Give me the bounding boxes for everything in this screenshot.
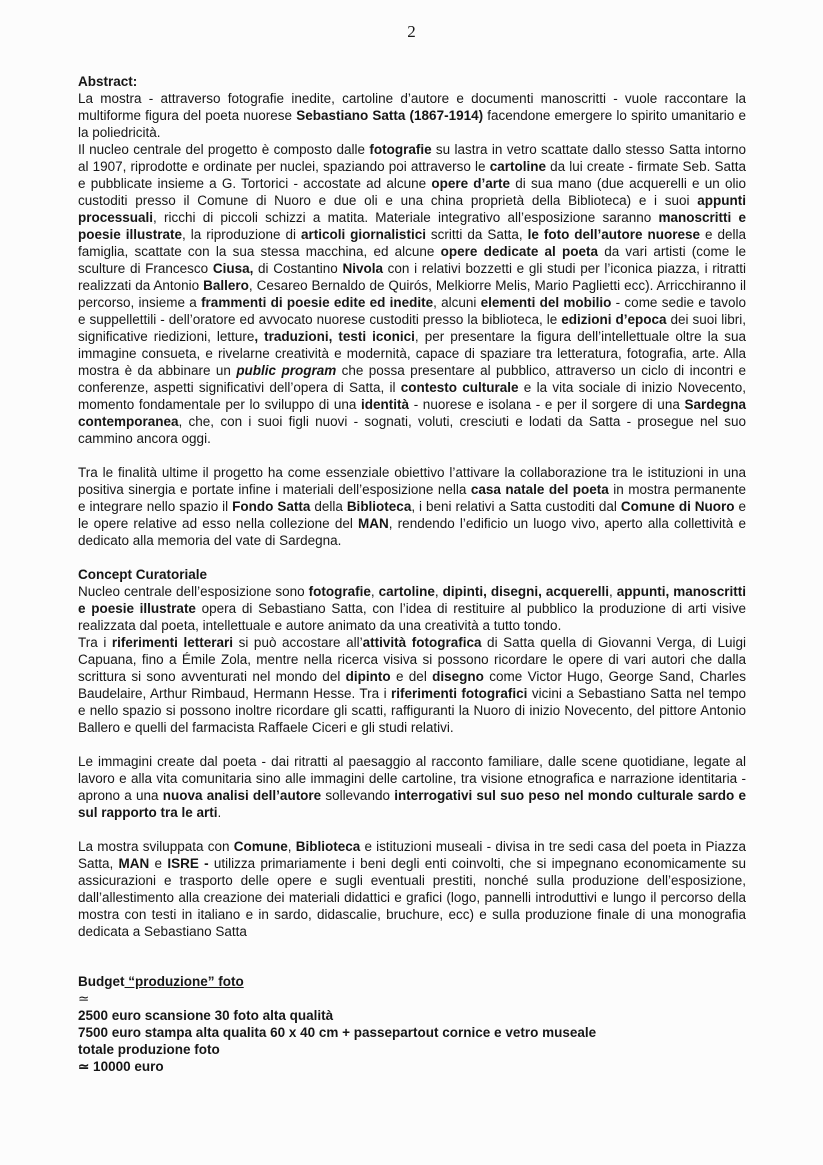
text-segment: e — [149, 856, 168, 871]
text-segment: fotografie — [308, 584, 371, 599]
text-segment: vicini a Sebastiano Satta nel tempo e nello spazio si possono inoltre ricordare gli scatti, raffiguranti la Nuoro di inizio Novecento, del pittore Antonio Ballero e quelli del farmacista Raffaele Ciceri e gli studi relativi. — [78, 686, 747, 735]
concept-heading — [78, 566, 746, 583]
text-segment: edizioni d’epoca — [561, 312, 667, 327]
text-segment: , ricchi di piccoli schizzi a matita. Materiale integrativo all’esposizione saranno — [153, 210, 659, 225]
text-segment: , che, con i suoi figli nuovi - sognati, voluti, cresciuti e lodati da Satta - prosegue nel suo cammino ancora oggi. — [78, 414, 746, 446]
text-segment: utilizza primariamente i beni degli enti coinvolti, che si impegnano economicamente su assicurazioni e trasporto delle opere e sugli eventuali prestiti, nonché sulla produzione dell’esposizione, dall’allestimento alla creazione dei materiali didattici e grafici (logo, pannelli introduttivi e lungo il percorso della mostra con testi in italiano e in sardo, didascalie, bruchure, ecc) e sulla produzione finale di una monografia dedicata a Sebastiano Satta — [78, 856, 746, 939]
text-segment: public program — [236, 363, 337, 378]
text-segment: , — [287, 839, 296, 854]
text-segment: Biblioteca — [295, 839, 361, 854]
text-segment: casa natale del poeta — [470, 482, 609, 497]
text-segment: , per presentare la figura dell’intellettuale oltre la sua immagine consueta, e rivelarne creatività e modernità, capace di spaziare tra letteratura, fotografia, arte. Alla mostra è da abbinare un — [78, 329, 746, 378]
text-segment: “produzione” foto — [124, 974, 244, 989]
budget-line-scansione — [78, 1007, 746, 1024]
text-segment: da lui create - firmate Seb. Satta e pubblicate insieme a G. Tortorici - accostate ad alcune — [78, 159, 746, 191]
text-segment: si può accostare all’ — [233, 635, 363, 650]
text-segment: , rendendo l’edificio un luogo vivo, aperto alla collettività e dedicato alla memoria del vate di Sardegna. — [78, 516, 746, 548]
text-segment: interrogativi sul suo peso nel mondo culturale sardo e sul rapporto tra le arti — [78, 788, 746, 820]
text-segment: - come sedie e tavolo e suppellettili - dell’oratore ed avvocato nuorese custoditi presso la biblioteca, le — [78, 295, 746, 327]
text-segment: cartoline — [378, 584, 435, 599]
budget-heading — [78, 973, 746, 990]
text-segment: , traduzioni, testi iconici — [254, 329, 415, 344]
text-segment: come Victor Hugo, George Sand, Charles Baudelaire, Arthur Rimbaud, Hermann Hesse. Tra i — [78, 669, 746, 701]
text-segment: fotografie — [369, 142, 432, 157]
text-segment: La mostra - attraverso fotografie inedite, cartoline d’autore e documenti manoscritti - vuole raccontare la multiforme figura del poeta nuorese — [78, 91, 746, 123]
text-segment: riferimenti letterari — [111, 635, 234, 650]
text-segment: opere dedicate al poeta — [440, 244, 599, 259]
finalita-paragraph — [78, 464, 746, 549]
text-segment: in mostra permanente e integrare nello spazio il — [78, 482, 747, 514]
text-segment: le foto dell’autore nuorese — [527, 227, 701, 242]
text-segment: , — [370, 584, 379, 599]
text-segment: disegno — [432, 669, 484, 684]
text-segment: dei suoi libri, significative riedizioni, letture — [78, 312, 746, 344]
text-segment: , Cesareo Bernaldo de Quirós, Melkiorre Melis, Mario Paglietti ecc). Arricchiranno il percorso, insieme a — [78, 278, 746, 310]
text-segment: Sardegna contemporanea — [78, 397, 746, 429]
text-segment: , la riproduzione di — [182, 227, 301, 242]
text-segment: 2500 euro scansione 30 foto alta qualità — [78, 1008, 334, 1023]
text-segment: Tra le finalità ultime il progetto ha come essenziale obiettivo l’attivare la collaborazione tra le istituzioni in una positiva sinergia e portate infine i materiali dell’esposizione nella — [78, 465, 746, 497]
text-segment: contesto culturale — [400, 380, 519, 395]
abstract-paragraph-1 — [78, 90, 746, 141]
budget-line-stampa — [78, 1024, 746, 1041]
text-segment: Ballero — [203, 278, 249, 293]
text-segment: Nivola — [342, 261, 383, 276]
text-segment: Il nucleo centrale del progetto è composto dalle — [78, 142, 370, 157]
text-segment: facendone emergere lo spirito umanitario e la poliedricità. — [78, 108, 746, 140]
abstract-heading — [78, 73, 746, 90]
text-segment: attività fotografica — [362, 635, 482, 650]
text-segment: - nuorese e isolana - e per il sorgere di una — [409, 397, 685, 412]
budget-line-totale — [78, 1041, 746, 1058]
text-segment: dipinto — [345, 669, 391, 684]
text-segment: sollevando — [321, 788, 395, 803]
text-segment: Budget — [78, 974, 125, 989]
text-segment: frammenti di poesie edite ed inedite — [201, 295, 434, 310]
text-segment: Le immagini create dal poeta - dai ritratti al paesaggio al racconto familiare, dalle scene quotidiane, legate al lavoro e alla vita comunitaria sino alle immagini delle cartoline, tra visione etnografica e narrazione identitaria - aprono a una — [78, 754, 746, 803]
text-segment: La mostra sviluppata con — [78, 839, 234, 854]
text-segment: Nucleo centrale dell’esposizione sono — [78, 584, 309, 599]
text-segment: identità — [361, 397, 410, 412]
text-segment: ≃ — [78, 991, 90, 1006]
text-segment: Biblioteca — [346, 499, 412, 514]
concept-paragraph-2 — [78, 634, 746, 736]
text-segment: appunti, manoscritti e poesie illustrate — [78, 584, 746, 616]
text-segment: Fondo Satta — [232, 499, 311, 514]
text-segment: scritti da Satta, — [425, 227, 528, 242]
text-segment: Comune — [233, 839, 288, 854]
text-segment: e del — [390, 669, 433, 684]
text-segment: MAN — [358, 516, 389, 531]
mostra-sviluppata-paragraph — [78, 838, 746, 940]
text-segment: di Costantino — [253, 261, 343, 276]
text-segment: nuova analisi dell’autore — [162, 788, 322, 803]
text-segment: di Satta quella di Giovanni Verga, di Luigi Capuana, fino a Émile Zola, mentre nella ricerca visiva si possono ricordare le opere di vari autori che dalla scrittura si sono avventurati nel mondo del — [78, 635, 746, 684]
text-segment: che possa presentare al pubblico, attraverso un ciclo di incontri e conferenze, aspetti significativi dell’opera di Satta, il — [78, 363, 746, 395]
text-segment: con i relativi bozzetti e gli studi per l’iconica piazza, i ritratti realizzati da Antonio — [78, 261, 746, 293]
text-segment: della — [310, 499, 347, 514]
abstract-paragraph-2 — [78, 141, 746, 447]
text-segment: ISRE - — [167, 856, 209, 871]
text-segment: e della famiglia, scattate con la sua stessa macchina, ed alcune — [78, 227, 746, 259]
immagini-paragraph — [78, 753, 746, 821]
budget-line-totale-value — [78, 1058, 746, 1075]
text-segment: e le opere relative ad esso nella collezione del — [78, 499, 747, 531]
text-segment: articoli giornalistici — [300, 227, 426, 242]
text-segment: opere d’arte — [431, 176, 511, 191]
text-segment: elementi del mobilio — [480, 295, 612, 310]
text-segment: opera di Sebastiano Satta, con l’idea di restituire al pubblico la produzione di arti visive realizzata dal poeta, intellettuale e autore animato da una creatività a tutto tondo. — [78, 601, 746, 633]
text-segment: totale produzione foto — [78, 1042, 220, 1057]
text-segment: cartoline — [489, 159, 546, 174]
text-segment: Tra i — [78, 635, 112, 650]
text-segment: di sua mano (due acquerelli e un olio custoditi presso il Comune di Nuoro e due oli e una china proprietà della Biblioteca) e i suoi — [78, 176, 746, 208]
document-content — [78, 73, 746, 1075]
text-segment: appunti processuali — [78, 193, 746, 225]
text-segment: Ciusa, — [212, 261, 254, 276]
text-segment: , i beni relativi a Satta custoditi dal — [411, 499, 621, 514]
concept-paragraph-1 — [78, 583, 746, 634]
text-segment: ≃ 10000 euro — [78, 1059, 164, 1074]
text-segment: 7500 euro stampa alta qualita 60 x 40 cm + passepartout cornice e vetro museale — [78, 1025, 597, 1040]
text-segment: . — [217, 805, 222, 820]
text-segment: e istituzioni museali - divisa in tre sedi casa del poeta in Piazza Satta, — [78, 839, 746, 871]
text-segment: , — [608, 584, 617, 599]
text-segment: riferimenti fotografici — [391, 686, 528, 701]
text-segment: manoscritti e poesie illustrate — [78, 210, 746, 242]
text-segment: Comune di Nuoro — [620, 499, 735, 514]
text-segment: MAN — [118, 856, 150, 871]
text-segment: , alcuni — [433, 295, 481, 310]
budget-approx-symbol — [78, 990, 746, 1007]
text-segment: , — [434, 584, 443, 599]
text-segment: dipinti, disegni, acquerelli — [442, 584, 609, 599]
text-segment: e la vita sociale di inizio Novecento, momento fondamentale per lo sviluppo di una — [78, 380, 746, 412]
text-segment: Sebastiano Satta (1867-1914) — [296, 108, 484, 123]
text-segment: da vari artisti (come le sculture di Francesco — [78, 244, 746, 276]
text-segment: Abstract: — [78, 74, 138, 89]
page-number: 2 — [407, 22, 416, 41]
text-segment: Concept Curatoriale — [78, 567, 208, 582]
text-segment: su lastra in vetro scattate dallo stesso Satta intorno al 1907, riprodotte e ordinate per nuclei, spaziando poi attraverso le — [78, 142, 746, 174]
